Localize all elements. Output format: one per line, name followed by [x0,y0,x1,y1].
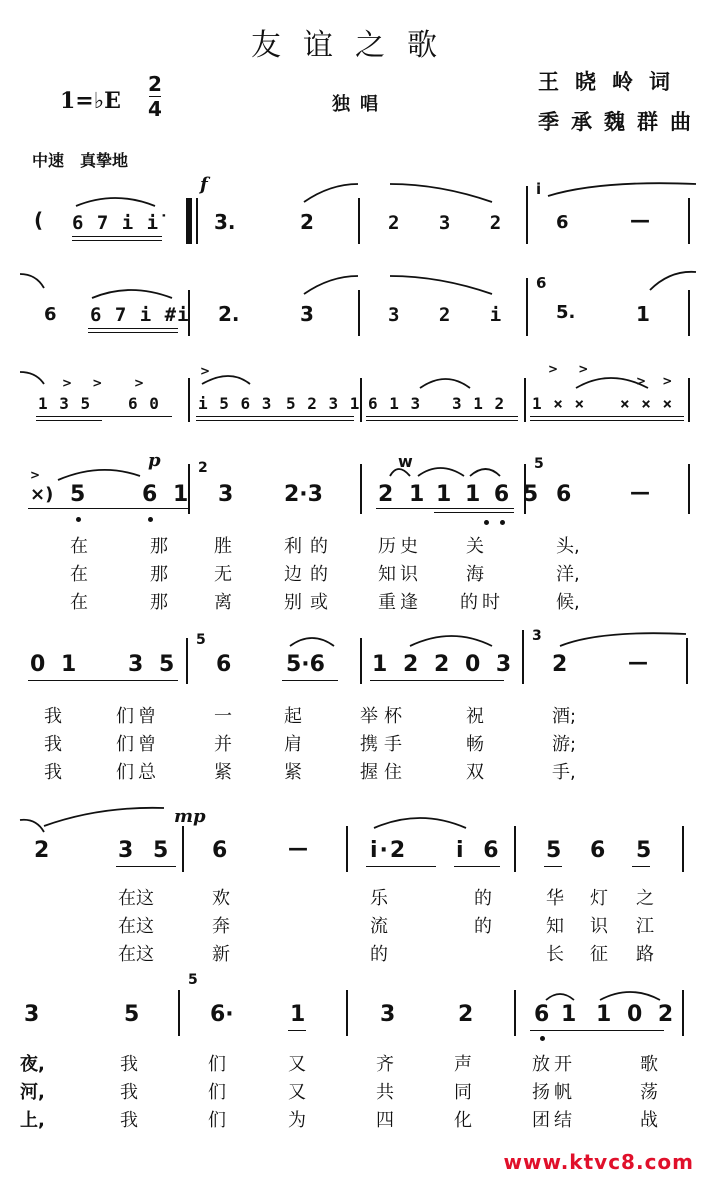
lyric: 那 [150,536,168,557]
underline [196,416,354,417]
composer-credit: 季承魏群曲 [538,110,703,134]
lyric: 边的 [284,564,336,585]
lyric: 又 [288,1082,306,1103]
barline [182,826,184,872]
barline [522,630,524,684]
note: 2 [458,1002,474,1027]
grace-note: 5 [196,632,206,648]
note: 5. [556,302,576,323]
lyric: 酒; [552,706,577,727]
slur [420,379,470,388]
lyric: 扬帆 [532,1082,576,1103]
dynamic-piano: p [148,450,161,471]
barline [524,464,526,514]
note-group: 6 1 [142,482,193,507]
lyric: 我 [120,1082,138,1103]
lyric: 候, [556,592,580,613]
lyric: 华 [546,888,564,909]
note: 3 [300,302,314,326]
note: 5·6 [286,652,325,677]
underline [36,420,102,421]
time-signature-bottom: 4 [148,97,162,121]
grace-note: i [536,180,542,198]
lyric: 知识 [378,564,422,585]
lyric: 紧 [214,762,232,783]
lyric: 乐 [370,888,388,909]
grace-note: 5 [188,972,198,988]
slur [20,372,44,384]
lyric: 并 [214,734,232,755]
barline [188,290,190,336]
lyric: 识 [590,916,608,937]
lyric: 们曾 [116,706,160,727]
lyric: 双 [466,762,484,783]
dynamic-forte: f [200,174,208,195]
underline [530,420,684,421]
lyric: 在这 [118,888,154,909]
note: 6· [210,1002,234,1027]
lyric: 上, [20,1110,45,1131]
underline [632,866,650,867]
note-group: 6 1 [534,1002,579,1027]
barline [682,990,684,1036]
slur [418,468,464,476]
lyric: 灯 [590,888,608,909]
barline [188,464,190,514]
key-signature: 1=♭E [60,88,121,114]
note-group: 3 5 [118,838,175,863]
underline [72,240,162,241]
underline [434,512,514,513]
lyric: 们 [208,1054,226,1075]
grace-note: 5 [534,456,544,472]
note: 2 [300,210,314,234]
note-group: 6 7 i #i [90,304,190,326]
note: 3. [214,210,236,234]
lyric: 重逢 [378,592,422,613]
note: 1 [636,302,650,326]
note: 5 [70,482,86,507]
grace-note: 6 [536,274,547,292]
slur [92,290,172,298]
barline [526,278,528,336]
note-group: 5 2 3 1 [286,394,361,413]
accent-mark: > [134,376,145,390]
note: ×) [30,484,54,505]
lyric: 别或 [284,592,336,613]
lyric: 祝 [466,706,484,727]
underline [28,508,188,509]
lyric: 我 [44,762,62,783]
performance-type: 独唱 [332,94,388,115]
slur [390,184,492,202]
note: 6 [590,838,606,863]
slur [58,470,140,480]
slur [546,994,574,1000]
dash: — [630,480,650,504]
slur [470,469,500,476]
open-paren: ( [34,208,44,232]
slur [20,274,44,288]
note: 6 [556,482,572,507]
lyric: 们 [208,1082,226,1103]
barline [186,638,188,684]
lyric: 新 [212,944,230,965]
lyric: 我 [44,734,62,755]
octave-dot [484,520,489,525]
lyric: 我 [120,1054,138,1075]
watermark-text: www.ktvc8.com [503,1150,694,1174]
note-group: × × × [620,394,674,413]
lyric: 离 [214,592,232,613]
note: 6 [556,212,569,233]
underline [544,866,562,867]
note: 6 [212,838,228,863]
lyric: 同 [454,1082,472,1103]
octave-dot [148,517,153,522]
accent-mark: > [30,468,41,482]
lyric: 在 [70,536,88,557]
slur [650,272,696,290]
lyric: 路 [636,944,654,965]
barline [358,198,360,244]
lyric: 江 [636,916,654,937]
lyric: 紧 [284,762,302,783]
dash: — [288,836,308,860]
barline [686,638,688,684]
note: 2 [34,838,50,863]
underline [366,866,436,867]
dash: — [630,208,650,232]
time-signature [146,72,164,121]
lyric: 声 [454,1054,472,1075]
accent-mark: > [200,364,211,378]
note-group: 1 1 6 5 [436,482,542,507]
barline [360,378,362,422]
note-group: 0 1 [30,652,81,677]
lyric: 胜 [214,536,232,557]
lyric: 关 [466,536,484,557]
dynamic-mezzo-piano: mp [174,806,206,827]
lyric: 放开 [532,1054,576,1075]
barline [196,198,198,244]
lyric: 们总 [116,762,160,783]
dash: — [628,650,648,674]
accent-marks: > > [62,376,111,390]
lyric: 荡 [640,1082,658,1103]
note-group: 3 5 [128,652,179,677]
lyric: 携手 [360,734,408,755]
lyricist-credit: 王晓岭词 [538,70,686,94]
note-group: i 6 [456,838,505,863]
lyric: 我 [44,706,62,727]
lyric: 战 [640,1110,658,1131]
lyric: 征 [590,944,608,965]
lyric: 海 [466,564,484,585]
lyric: 那 [150,564,168,585]
barline [514,826,516,872]
lyric: 知 [546,916,564,937]
note-group: 2 3 2 [388,212,503,234]
accent-marks: > > [548,362,597,376]
lyric: 举杯 [360,706,408,727]
slur [560,633,686,646]
underline [530,1030,664,1031]
lyric: 夜, [20,1054,45,1075]
underline [454,866,500,867]
lyric: 奔 [212,916,230,937]
lyric: 历史 [378,536,422,557]
note-group: 2 1 [378,482,429,507]
slur [20,820,44,832]
note-group: i 5 6 3 [198,394,273,413]
note: 2. [218,302,240,326]
note-group: 3 2 i [388,304,503,326]
barline [682,826,684,872]
underline [36,416,172,417]
lyric: 那 [150,592,168,613]
barline [358,290,360,336]
lyric: 又 [288,1054,306,1075]
lyric: 头, [556,536,580,557]
accent-marks: > > [636,374,679,388]
lyric: 齐 [376,1054,394,1075]
underline [28,680,178,681]
slur [548,183,696,196]
lyric: 们 [208,1110,226,1131]
lyric: 欢 [212,888,230,909]
barline [688,378,690,422]
underline [116,866,176,867]
underline [370,680,504,681]
lyric: 利的 [284,536,336,557]
underline [376,508,514,509]
underline [196,420,354,421]
note: 3 [24,1002,40,1027]
lyric: 在这 [118,916,154,937]
note: 5 [546,838,562,863]
note-group: 3 1 2 [452,394,506,413]
trill-mark: w [398,452,413,471]
barline [346,990,348,1036]
song-title: 友谊之歌 [251,28,459,63]
barline [178,990,180,1036]
lyric: 在 [70,592,88,613]
lyric: 河, [20,1082,45,1103]
grace-note: 2 [198,460,208,476]
barline [360,464,362,514]
note: 3 [380,1002,396,1027]
barline [360,638,362,684]
note-group: i·2 [370,838,408,863]
note-group: 1 3 5 [38,394,92,413]
note: 2 [552,652,568,677]
barline [514,990,516,1036]
note-group: 1 2 [372,652,423,677]
grace-note: 3 [532,628,542,644]
note: 2·3 [284,482,323,507]
note: 5 [124,1002,140,1027]
lyric: 化 [454,1110,472,1131]
underline [530,416,684,417]
barline [688,198,690,244]
lyric: 四 [376,1110,394,1131]
lyric: 之 [636,888,654,909]
slur [304,276,358,294]
lyric: 的 [474,916,492,937]
underline [88,328,178,329]
octave-dot [76,517,81,522]
note-group: 6 1 3 [368,394,422,413]
note: 5 [636,838,652,863]
barline [346,826,348,872]
lyric: 在这 [118,944,154,965]
time-signature-top: 2 [148,72,162,96]
lyric: 的 [474,888,492,909]
lyric: 肩 [284,734,302,755]
underline [72,236,162,237]
slur [76,198,155,206]
repeat-barline [186,198,192,244]
underline [88,332,178,333]
lyric: 手, [552,762,576,783]
lyric: 无 [214,564,232,585]
lyric: 畅 [466,734,484,755]
underline [366,416,518,417]
barline [188,378,190,422]
lyric: 起 [284,706,302,727]
lyric: 游; [552,734,577,755]
lyric: 洋, [556,564,580,585]
lyric: 握住 [360,762,408,783]
lyric: 一 [214,706,232,727]
note-group: 1 × × [532,394,586,413]
octave-dot [500,520,505,525]
note-group: 1 0 2 [596,1002,678,1027]
barline [688,464,690,514]
lyric: 在 [70,564,88,585]
note: 3 [218,482,234,507]
lyric: 们曾 [116,734,160,755]
note: 6 [216,652,232,677]
tempo-marking: 中速 真挚地 [32,151,129,170]
note-group: 6 7 i i̇ [72,212,160,234]
slur [374,818,466,828]
lyric: 长 [546,944,564,965]
lyric: 歌 [640,1054,658,1075]
barline [526,186,528,244]
note: 6 [44,304,57,325]
slur [390,276,492,294]
slur [600,992,660,1000]
lyric: 我 [120,1110,138,1131]
lyric: 共 [376,1082,394,1103]
slur [44,808,164,826]
underline [366,420,518,421]
slur [410,636,492,646]
lyric: 的时 [460,592,504,613]
lyric: 流 [370,916,388,937]
note: 1 [290,1002,306,1027]
underline [288,1030,306,1031]
lyric: 的 [370,944,388,965]
slur [290,638,334,646]
lyric: 团结 [532,1110,576,1131]
note-group: 2 0 3 [434,652,516,677]
underline [282,680,338,681]
octave-dot [540,1036,545,1041]
slur [304,184,358,202]
barline [688,290,690,336]
note-group: 6 0 [128,394,160,413]
lyric: 为 [288,1110,306,1131]
barline [524,378,526,422]
